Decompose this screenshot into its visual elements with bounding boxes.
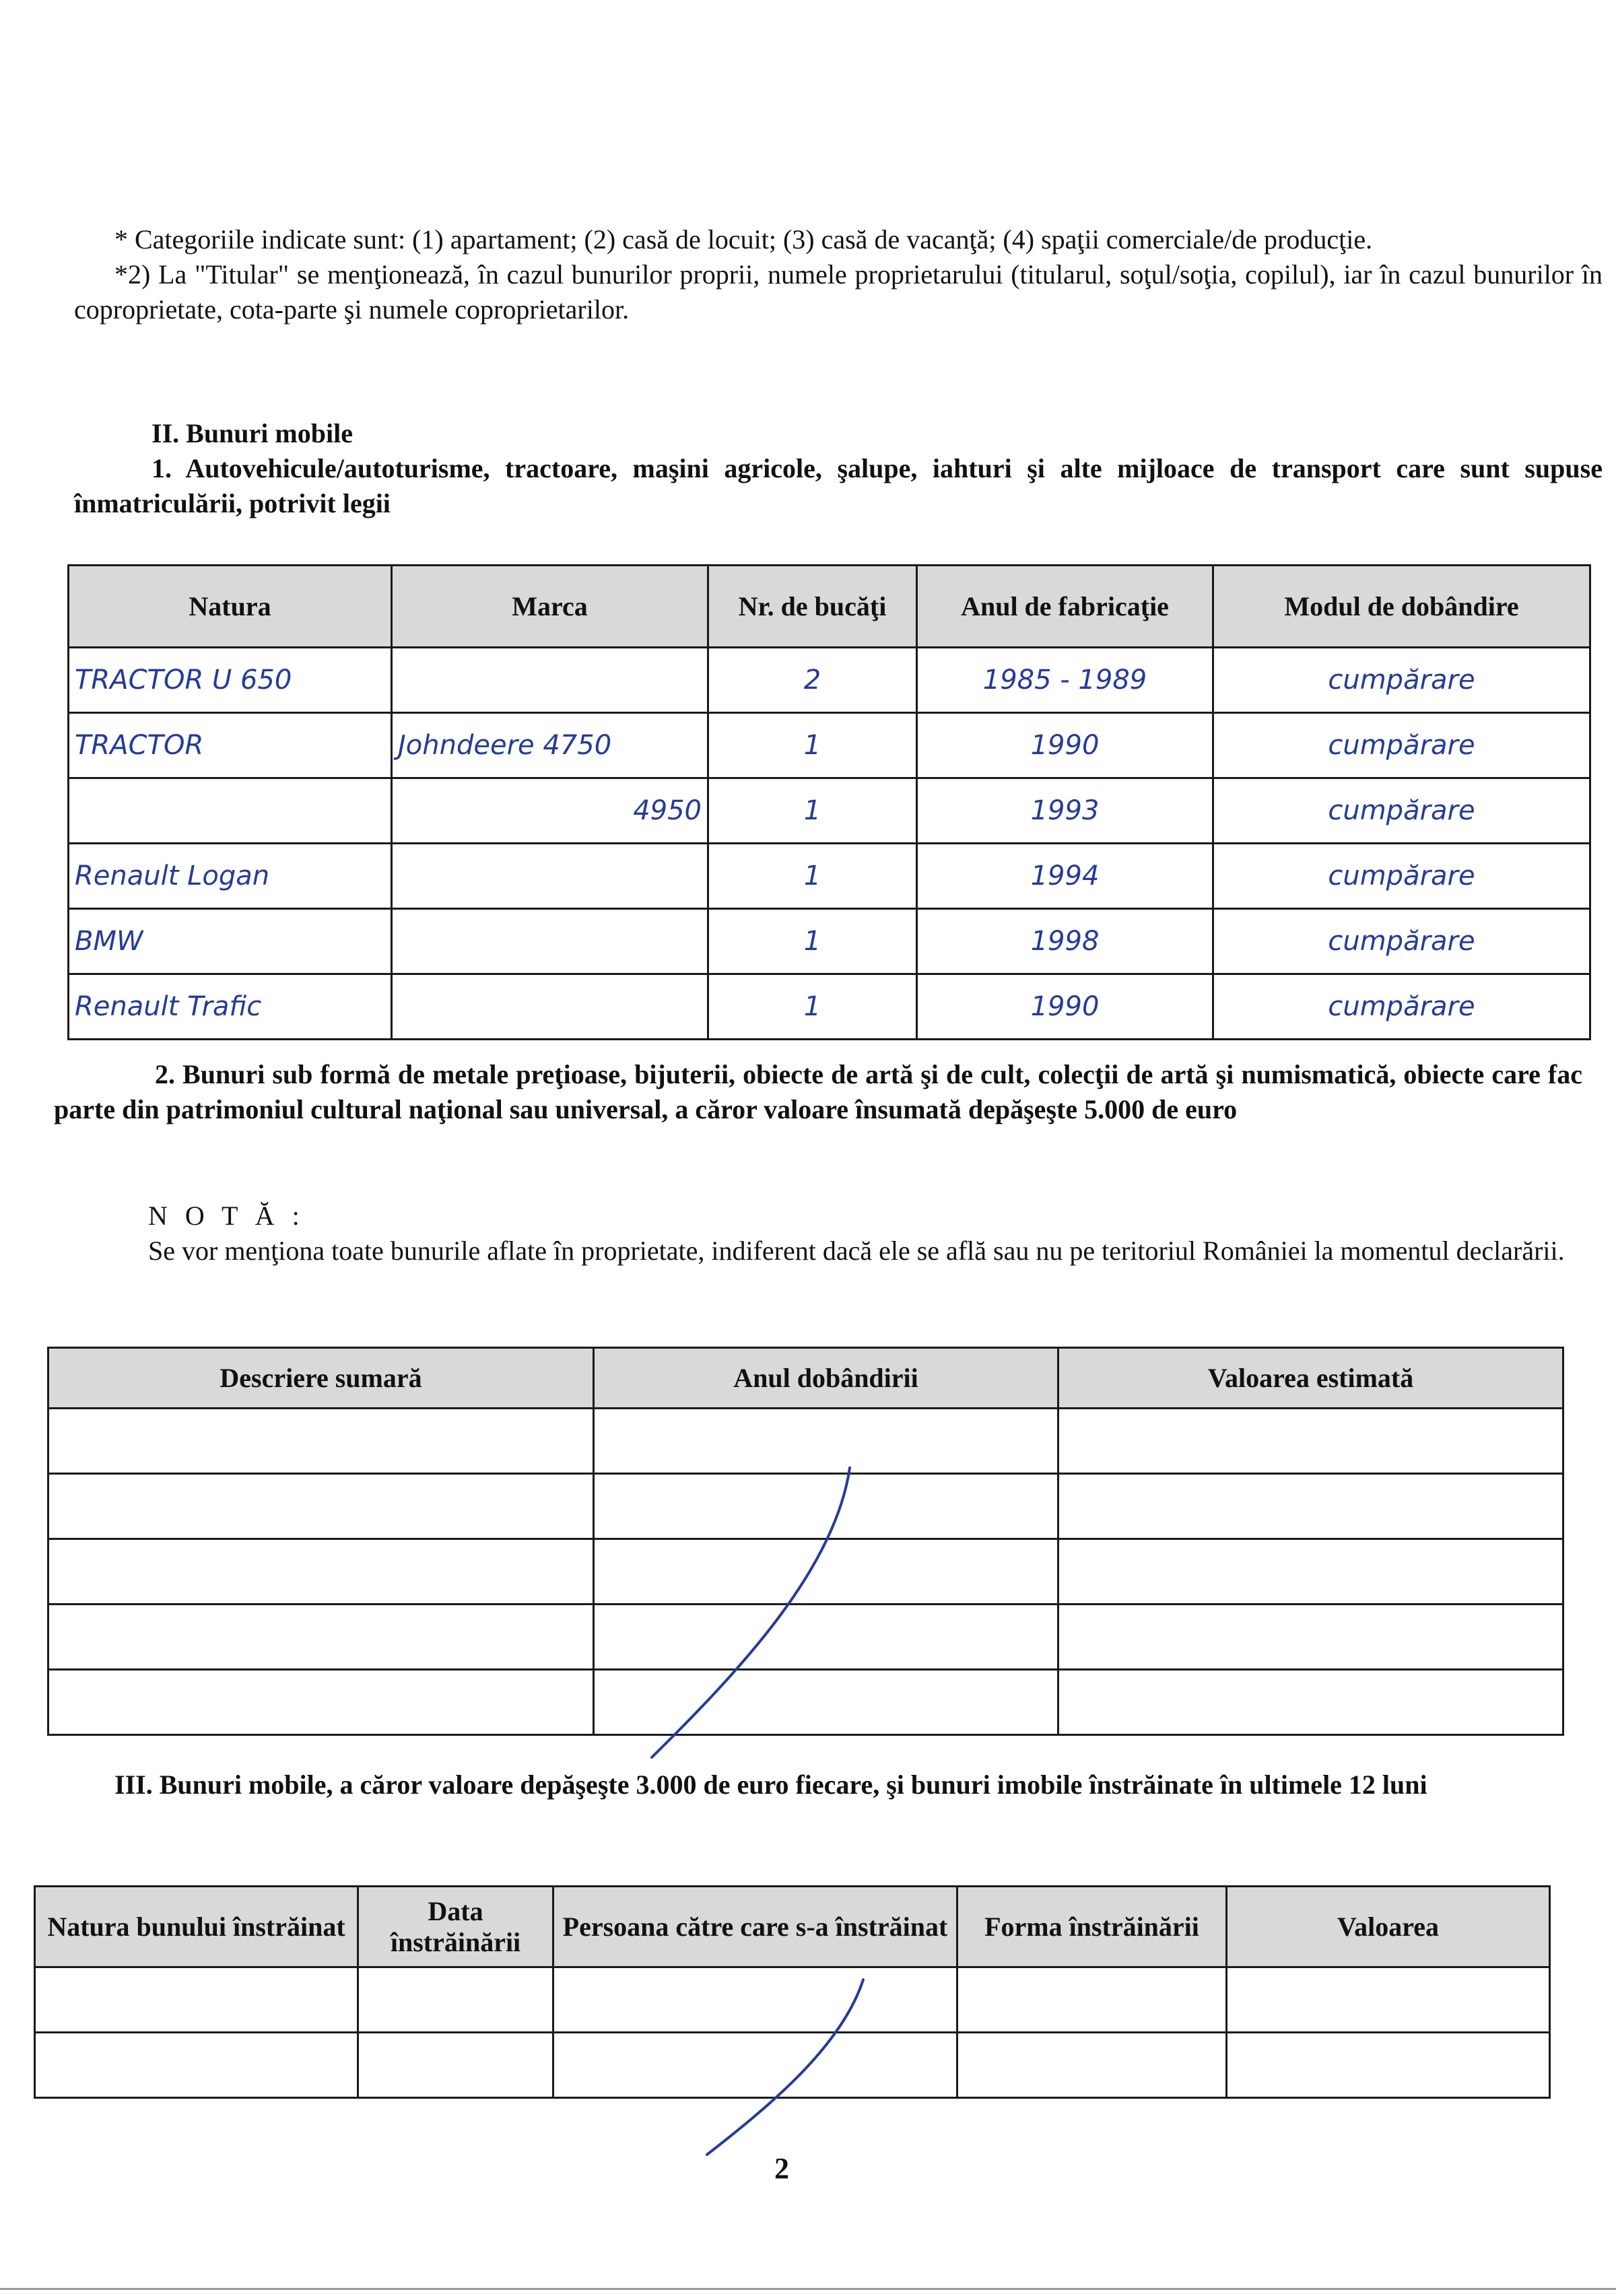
section-2-1-title: 1. Autovehicule/autoturisme, tractoare, maşini agricole, şalupe, iahturi şi alte mijloace de transport care sunt supuse înmatriculării, potrivit legii xyxy=(74,453,1603,518)
table-row xyxy=(48,1605,1563,1670)
valuables-header-row xyxy=(48,1348,1563,1409)
cell-mod: cumpărare xyxy=(1213,713,1590,778)
table-row xyxy=(69,974,1590,1040)
cell-natura: BMW xyxy=(69,909,392,974)
cell-nr: 1 xyxy=(708,974,917,1040)
cell-mod: cumpărare xyxy=(1213,974,1590,1040)
cell-natura: Renault Logan xyxy=(69,844,392,909)
cell-natura: TRACTOR U 650 xyxy=(69,648,392,713)
header-notes xyxy=(74,222,1603,327)
header-nr-bucati: Nr. de bucăţi xyxy=(708,566,917,648)
section-2-2-block xyxy=(54,1057,1582,1127)
alienated-header-row xyxy=(35,1887,1550,1967)
alienated-table xyxy=(34,1885,1551,2099)
titular-note: *2) La "Titular" se menţionează, în cazul bunurilor proprii, numele proprietarului (titularul, soţul/soţia, copilul), iar în cazul bunurilor în coproprietate, cota-parte şi numele coproprietarilor. xyxy=(74,259,1603,325)
table-row xyxy=(48,1474,1563,1539)
cell-mod: cumpărare xyxy=(1213,844,1590,909)
header-an-dobandire: Anul dobândirii xyxy=(594,1348,1058,1409)
section-2-heading-block xyxy=(74,416,1603,521)
table-row xyxy=(35,1967,1550,2033)
cell-marca xyxy=(392,844,708,909)
table-row xyxy=(48,1409,1563,1474)
scan-edge xyxy=(0,2288,1616,2290)
cell-nr: 2 xyxy=(708,648,917,713)
valuables-table xyxy=(47,1347,1564,1736)
page-number: 2 xyxy=(774,2152,789,2185)
nota-text: Se vor menţiona toate bunurile aflate în proprietate, indiferent dacă ele se află sau nu pe teritoriul României la momentul declarării. xyxy=(148,1236,1565,1266)
header-valoarea: Valoarea xyxy=(1227,1887,1550,1967)
cell-nr: 1 xyxy=(708,778,917,844)
section-3-block xyxy=(40,1767,1562,1802)
table-row xyxy=(69,648,1590,713)
table-row xyxy=(48,1670,1563,1735)
vehicles-header-row xyxy=(69,566,1590,648)
cell-an: 1990 xyxy=(917,974,1213,1040)
cell-natura xyxy=(69,778,392,844)
cell-nr: 1 xyxy=(708,844,917,909)
vehicles-table xyxy=(67,564,1591,1040)
nota-label: N O T Ă : xyxy=(148,1201,305,1231)
cell-mod: cumpărare xyxy=(1213,778,1590,844)
header-natura-bunului: Natura bunului înstrăinat xyxy=(35,1887,358,1967)
cell-an: 1990 xyxy=(917,713,1213,778)
cell-mod: cumpărare xyxy=(1213,909,1590,974)
table-row xyxy=(69,713,1590,778)
cell-natura: TRACTOR xyxy=(69,713,392,778)
table-row xyxy=(69,844,1590,909)
cell-natura: Renault Trafic xyxy=(69,974,392,1040)
cell-marca xyxy=(392,648,708,713)
header-an-fabricatie: Anul de fabricaţie xyxy=(917,566,1213,648)
section-2-title: II. Bunuri mobile xyxy=(152,418,353,448)
table-row xyxy=(69,909,1590,974)
cell-nr: 1 xyxy=(708,713,917,778)
header-valoare-estimata: Valoarea estimată xyxy=(1058,1348,1563,1409)
cell-an: 1994 xyxy=(917,844,1213,909)
header-data-instrainarii: Data înstrăinării xyxy=(358,1887,553,1967)
cell-mod: cumpărare xyxy=(1213,648,1590,713)
cell-marca xyxy=(392,974,708,1040)
header-natura: Natura xyxy=(69,566,392,648)
section-2-2-title: 2. Bunuri sub formă de metale preţioase, bijuterii, obiecte de artă şi de cult, colecţii de artă şi numismatică, obiecte care fac parte din patrimoniul cultural naţional sau universal, a căror valoare însumată depăşeşte 5.000 de euro xyxy=(54,1059,1582,1124)
header-persoana: Persoana către care s-a înstrăinat xyxy=(553,1887,957,1967)
table-row xyxy=(48,1539,1563,1605)
section-3-title: III. Bunuri mobile, a căror valoare depăşeşte 3.000 de euro fiecare, şi bunuri imobile înstrăinate în ultimele 12 luni xyxy=(114,1769,1427,1800)
header-mod-dobandire: Modul de dobândire xyxy=(1213,566,1590,648)
cell-marca xyxy=(392,909,708,974)
header-descriere: Descriere sumară xyxy=(48,1348,594,1409)
table-row xyxy=(69,778,1590,844)
cell-marca: Johndeere 4750 xyxy=(392,713,708,778)
cell-an: 1985 - 1989 xyxy=(917,648,1213,713)
cell-an: 1998 xyxy=(917,909,1213,974)
cell-an: 1993 xyxy=(917,778,1213,844)
header-forma-instrainarii: Forma înstrăinării xyxy=(957,1887,1227,1967)
table-row xyxy=(35,2033,1550,2098)
cell-marca: 4950 xyxy=(392,778,708,844)
nota-block xyxy=(54,1198,1582,1269)
categories-note: * Categoriile indicate sunt: (1) apartament; (2) casă de locuit; (3) casă de vacanţă; (4) spaţii comerciale/de producţie. xyxy=(114,224,1373,255)
cell-nr: 1 xyxy=(708,909,917,974)
header-marca: Marca xyxy=(392,566,708,648)
